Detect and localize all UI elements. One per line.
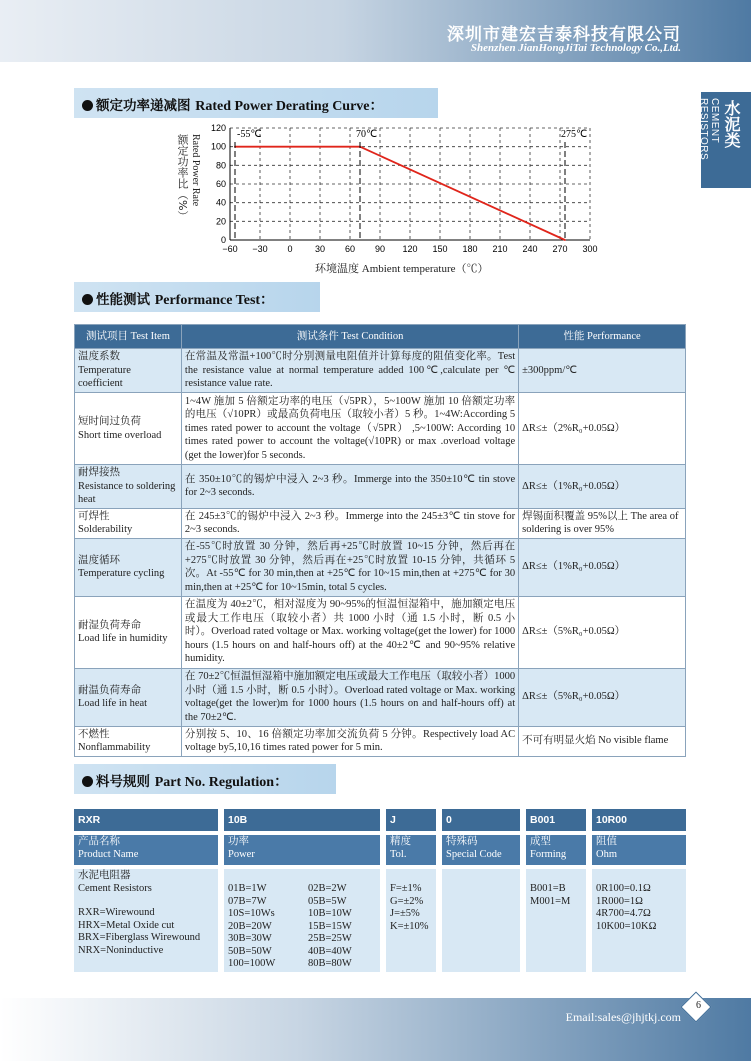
list-item: 4R700=4.7Ω	[596, 908, 651, 919]
test-item-en: Temperature cycling	[78, 568, 165, 579]
test-item-en: Load life in humidity	[78, 633, 168, 644]
annotation-label: 70℃	[356, 129, 378, 140]
ohm-list	[592, 869, 686, 972]
label-en: Power	[228, 848, 255, 860]
list-item: 01B=1W	[228, 883, 267, 894]
page-number: 6	[696, 1000, 701, 1011]
test-item-cn: 耐焊接热	[78, 467, 120, 478]
y-tick-label: 100	[210, 141, 226, 152]
list-item: 40B=40W	[308, 945, 352, 957]
list-item: NRX=Noninductive	[78, 944, 164, 956]
label-cn: 功率	[228, 836, 249, 847]
table-row	[75, 465, 686, 509]
table-row	[75, 349, 686, 393]
x-tick-label: −60	[222, 244, 238, 254]
list-item: 1R000=1Ω	[596, 895, 643, 907]
list-item: 100=100W	[228, 958, 276, 969]
x-tick-label: −30	[252, 244, 268, 254]
test-condition: 在温度为 40±2℃，相对湿度为 90~95%的恒温恒湿箱中，施加额定电压或最大工作电压（取较小者）共 1000 小时（通 1.5 小时，断 0.5 小时）。Overload rated voltage or Max. working voltage(get the lower) for 1000 hours (1.5 hours on and half-hours off) at the 40±2℃ and 90~95% relative humidity.	[181, 596, 518, 668]
label-cn: 特殊码	[446, 836, 478, 847]
performance-value: ΔR≤±（1%R₀+0.05Ω）	[519, 465, 686, 509]
test-item-en: Solderability	[78, 524, 133, 535]
list-item: 07B=7W	[228, 895, 267, 907]
list-item: RXR=Wirewound	[78, 907, 155, 918]
list-item: 30B=30W	[228, 933, 272, 944]
test-item-cn: 温度系数	[78, 351, 120, 363]
test-item-cn: 短时间过负荷	[78, 416, 141, 427]
test-item-en: Resistance to soldering heat	[78, 480, 176, 505]
test-item-en: Load life in heat	[78, 698, 148, 709]
list-item: 20B=20W	[228, 920, 272, 932]
table-row	[75, 596, 686, 668]
code-special: 0	[442, 809, 520, 831]
list-item: 10S=10Ws	[228, 908, 275, 919]
bullet-icon	[82, 776, 93, 787]
performance-value: ±300ppm/℃	[519, 349, 686, 393]
label-en: Tol.	[390, 848, 407, 860]
column-header: 测试条件 Test Condition	[181, 325, 518, 349]
test-condition: 在 350±10℃的锡炉中浸入 2~3 秒。Immerge into the 350±10℃ tin stove for 2~3 seconds.	[181, 465, 518, 509]
x-tick-label: 300	[582, 244, 598, 254]
performance-value: ΔR≤±（1%R₀+0.05Ω）	[519, 538, 686, 596]
special-list	[442, 869, 520, 972]
x-tick-label: 210	[492, 244, 508, 254]
list-item: 水泥电阻器	[78, 870, 131, 881]
performance-value: ΔR≤±（5%R₀+0.05Ω）	[519, 668, 686, 726]
list-item: 80B=80W	[308, 958, 352, 969]
label-en: Product Name	[78, 848, 139, 860]
derating-title-cn: 额定功率递减图	[96, 98, 191, 114]
list-item: 05B=5W	[308, 895, 347, 907]
column-header: 测试项目 Test Item	[75, 325, 182, 349]
y-tick-label: 20	[215, 216, 226, 227]
x-axis-label: 环境温度 Ambient temperature（℃）	[315, 263, 489, 275]
table-row	[75, 538, 686, 596]
test-item-cn: 可焊性	[78, 510, 110, 522]
bullet-icon	[82, 100, 93, 111]
list-item: 50B=50W	[228, 945, 272, 957]
code-ohm: 10R00	[592, 809, 686, 831]
product-list	[74, 869, 218, 972]
side-tab-cn: 水泥类	[722, 100, 741, 148]
test-item-cn: 耐湿负荷寿命	[78, 619, 141, 631]
side-tab-en: CEMENT RESISTORS	[698, 98, 720, 161]
performance-value: ΔR≤±（5%R₀+0.05Ω）	[519, 596, 686, 668]
list-item: 10K00=10KΩ	[596, 920, 657, 932]
series-line	[235, 147, 565, 240]
code-tol: J	[386, 809, 436, 831]
derating-title-en: Rated Power Derating Curve：	[195, 99, 384, 114]
list-item: Cement Resistors	[78, 882, 152, 894]
test-item-en: Temperature coefficient	[78, 364, 131, 390]
test-condition: 在-55℃时放置 30 分钟，然后再+25℃时放置 10~15 分钟，然后再在+275℃时放置 30 分钟，然后再在+25℃时放置 10-15 分钟，共循环 5 次。At -55℃ for 30 min,then at +25℃ for 10~15 min,then at +275℃ for 30 min,then at +25℃ for 10~15min, total 5 cycles.	[181, 538, 518, 596]
list-item: 25B=25W	[308, 933, 352, 944]
label-cn: 产品名称	[78, 836, 120, 847]
list-item: B001=B	[530, 883, 566, 894]
test-condition: 分别按 5、10、16 倍额定功率加交流负荷 5 分钟。Respectively load AC voltage by5,10,16 times rated power for 5 min.	[181, 726, 518, 756]
list-item: BRX=Fiberglass Wirewound	[78, 932, 201, 943]
partno-section-title	[74, 764, 336, 794]
derating-chart	[204, 118, 604, 268]
y-tick-label: 60	[215, 179, 226, 189]
list-item: 15B=15W	[308, 920, 352, 932]
annotation-label: 275℃	[561, 129, 588, 140]
footer-email: Email:sales@jhjtkj.com	[565, 1010, 681, 1024]
test-item-cn: 耐温负荷寿命	[78, 684, 141, 696]
list-item: G=±2%	[390, 895, 424, 907]
side-category-tab	[698, 92, 751, 188]
code-forming: B001	[526, 809, 586, 831]
company-name-en: Shenzhen JianHongJiTai Technology Co.,Ltd.	[470, 42, 681, 54]
y-tick-label: 40	[215, 197, 226, 208]
annotation-label: -55℃	[237, 129, 262, 140]
test-item-en: Nonflammability	[78, 742, 151, 753]
table-row	[75, 393, 686, 465]
x-tick-label: 90	[374, 244, 386, 254]
test-item-cn: 不燃性	[78, 728, 110, 740]
code-product: RXR	[74, 809, 218, 831]
test-item-cn: 温度循环	[78, 554, 120, 566]
partno-title-cn: 料号规则	[96, 774, 150, 790]
y-tick-label: 120	[210, 123, 226, 133]
performance-title-en: Performance Test：	[154, 293, 275, 308]
x-tick-label: 30	[314, 244, 326, 254]
partno-title-en: Part No. Regulation：	[154, 775, 289, 790]
spacer	[78, 895, 214, 907]
forming-list	[526, 869, 586, 972]
label-cn: 精度	[390, 836, 411, 847]
y-axis-label-cn: 额定功率比（%）	[176, 134, 189, 222]
power-list	[224, 869, 380, 972]
tol-list	[386, 869, 436, 972]
list-item: K=±10%	[390, 920, 429, 932]
x-tick-label: 120	[402, 244, 418, 254]
page-header	[0, 0, 751, 62]
x-tick-label: 0	[287, 244, 293, 254]
label-en: Forming	[530, 848, 567, 860]
x-tick-label: 150	[432, 244, 448, 254]
list-item: 10B=10W	[308, 908, 352, 919]
performance-value: 焊锡面积覆盖 95%以上 The area of soldering is over 95%	[519, 508, 686, 538]
test-item-en: Short time overload	[78, 429, 162, 441]
test-condition: 在 70±2℃恒温恒湿箱中施加额定电压或最大工作电压（取较小者）1000 小时（通 1.5 小时，断 0.5 小时）。Overload rated voltage or Max. working voltage(get the lower)m for 1000 hours (1.5 hours on and half-hours off) at the 70±2℃.	[181, 668, 518, 726]
column-header: 性能 Performance	[519, 325, 686, 349]
label-cn: 阻值	[596, 836, 617, 847]
table-row	[75, 508, 686, 538]
company-name-cn: 深圳市建宏吉泰科技有限公司	[447, 25, 681, 45]
performance-value: ΔR≤±（2%R₀+0.05Ω）	[519, 393, 686, 465]
performance-value: 不可有明显火焰 No visible flame	[519, 726, 686, 756]
table-row	[75, 668, 686, 726]
code-power: 10B	[224, 809, 380, 831]
list-item: M001=M	[530, 895, 571, 907]
list-item: 02B=2W	[308, 883, 347, 894]
x-tick-label: 240	[522, 244, 538, 254]
test-condition: 1~4W 施加 5 倍额定功率的电压（√5PR），5~100W 施加 10 倍额定功率的电压（√10PR）或最高负荷电压（取较小者）5 秒。1~4W:According 5 times rated power to account the voltage（√5PR） ,5~100W: According 10 times rated power to account the voltage(√10PR) or max .overload voltage (get the lower)for 5 seconds.	[181, 393, 518, 465]
label-en: Ohm	[596, 848, 617, 860]
derating-section-title	[74, 88, 438, 118]
y-tick-label: 0	[220, 235, 226, 245]
table-row	[75, 726, 686, 756]
list-item: HRX=Metal Oxide cut	[78, 919, 175, 931]
list-item: J=±5%	[390, 908, 420, 919]
performance-title-cn: 性能测试	[96, 292, 150, 308]
list-item: 0R100=0.1Ω	[596, 883, 651, 894]
x-tick-label: 270	[552, 244, 568, 254]
performance-table	[74, 324, 686, 757]
x-tick-label: 180	[462, 244, 478, 254]
x-tick-label: 60	[344, 244, 356, 254]
list-item: F=±1%	[390, 883, 422, 894]
test-condition: 在 245±3℃的锡炉中浸入 2~3 秒。Immerge into the 245±3℃ tin stove for 2~3 seconds.	[181, 508, 518, 538]
y-tick-label: 80	[215, 160, 226, 171]
label-cn: 成型	[530, 836, 551, 847]
test-condition: 在常温及常温+100℃时分别测量电阻值并计算每度的阻值变化率。Test the resistance value at normal temperature added 100℃,calculate per ℃ resistance value rate.	[181, 349, 518, 393]
page-footer	[0, 998, 751, 1061]
partno-table	[74, 809, 686, 972]
label-en: Special Code	[446, 848, 502, 860]
y-axis-label-en: Rated Power Rate	[190, 134, 201, 207]
performance-section-title	[74, 282, 320, 312]
bullet-icon	[82, 294, 93, 305]
